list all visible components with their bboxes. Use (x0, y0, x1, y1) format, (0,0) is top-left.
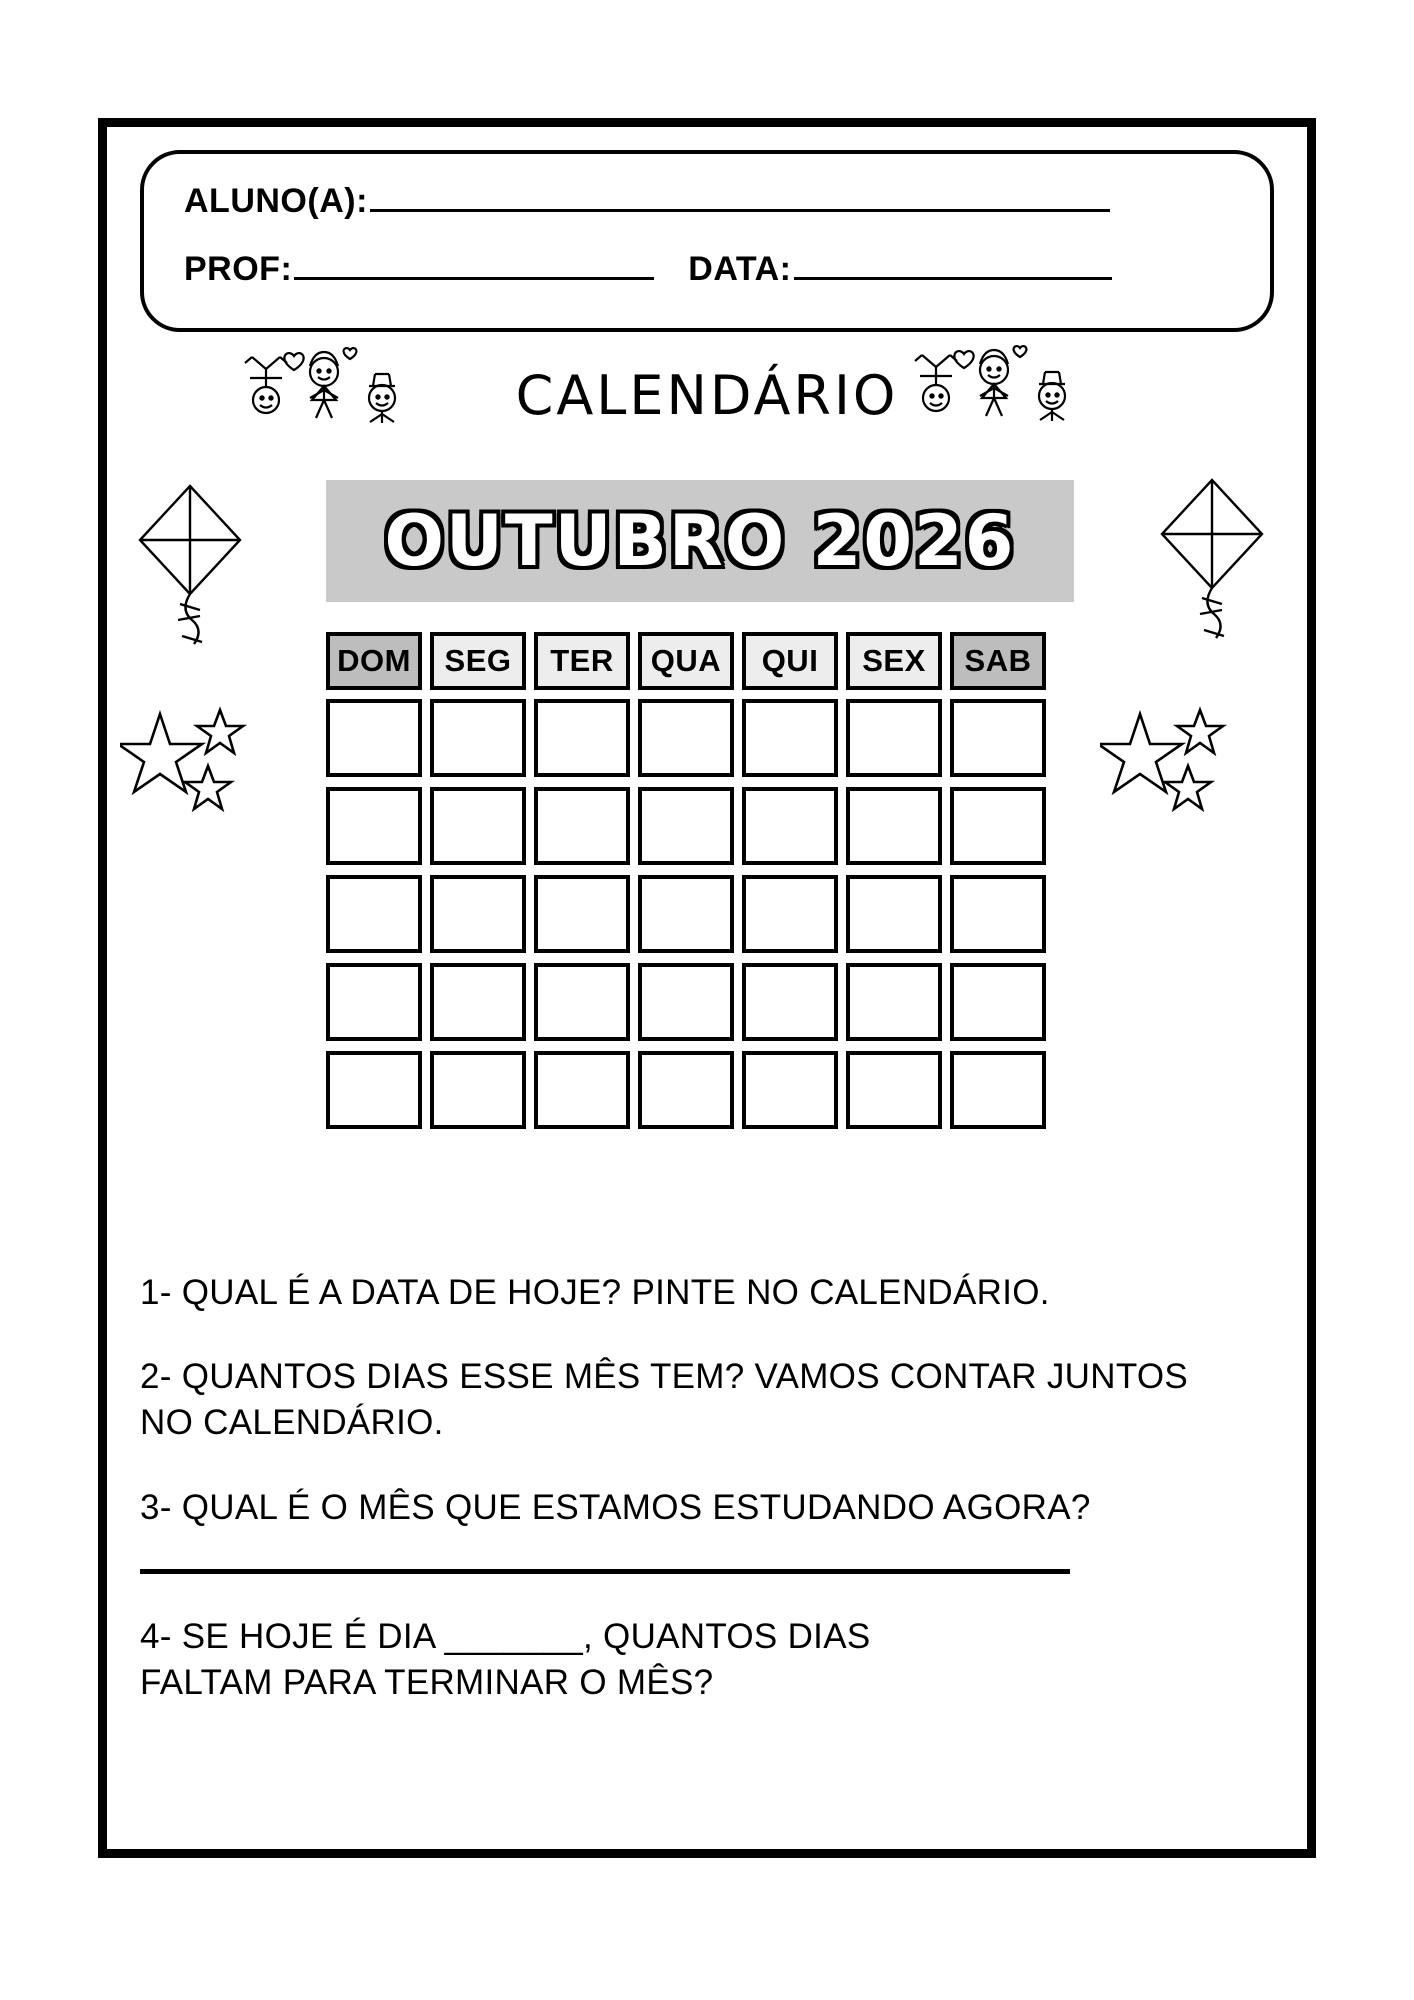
weekday-sab: SAB (950, 632, 1046, 690)
weekday-header-row (326, 632, 1078, 690)
calendar-grid (326, 632, 1078, 1139)
calendar-day-cell[interactable] (846, 1051, 942, 1129)
calendar-day-cell[interactable] (326, 787, 422, 865)
aluno-field-row (184, 182, 1110, 221)
aluno-label: ALUNO(A): (184, 182, 368, 220)
calendar-day-cell[interactable] (326, 963, 422, 1041)
calendar-week-row (326, 787, 1078, 865)
prof-input-line[interactable] (294, 251, 654, 280)
calendar-day-cell[interactable] (326, 1051, 422, 1129)
calendar-day-cell[interactable] (638, 963, 734, 1041)
calendar-weeks (326, 699, 1078, 1129)
calendar-day-cell[interactable] (638, 699, 734, 777)
calendar-day-cell[interactable] (534, 875, 630, 953)
kite-icon (1150, 472, 1280, 647)
question-4: 4- SE HOJE É DIA _______, QUANTOS DIAS FALTAM PARA TERMINAR O MÊS? (140, 1616, 871, 1702)
calendar-day-cell[interactable] (846, 699, 942, 777)
calendar-day-cell[interactable] (950, 1051, 1046, 1129)
weekday-sex: SEX (846, 632, 942, 690)
calendar-day-cell[interactable] (326, 699, 422, 777)
calendar-day-cell[interactable] (534, 699, 630, 777)
weekday-qui: QUI (742, 632, 838, 690)
question-1: 1- QUAL É A DATA DE HOJE? PINTE NO CALENDÁRIO. (140, 1273, 1050, 1312)
calendar-day-cell[interactable] (950, 699, 1046, 777)
calendar-week-row (326, 699, 1078, 777)
calendar-day-cell[interactable] (950, 787, 1046, 865)
calendar-day-cell[interactable] (534, 1051, 630, 1129)
data-label: DATA: (688, 250, 792, 288)
calendar-day-cell[interactable] (638, 1051, 734, 1129)
calendar-day-cell[interactable] (846, 963, 942, 1041)
page-title-wrap (140, 340, 1274, 450)
question-2: 2- QUANTOS DIAS ESSE MÊS TEM? VAMOS CONTAR JUNTOS NO CALENDÁRIO. (140, 1357, 1189, 1443)
calendar-day-cell[interactable] (742, 699, 838, 777)
stars-icon (120, 700, 260, 835)
calendar-day-cell[interactable] (950, 875, 1046, 953)
calendar-day-cell[interactable] (742, 1051, 838, 1129)
month-title: OUTUBRO 2026 (384, 500, 1016, 582)
calendar-day-cell[interactable] (534, 787, 630, 865)
calendar-day-cell[interactable] (742, 875, 838, 953)
calendar-day-cell[interactable] (430, 1051, 526, 1129)
calendar-day-cell[interactable] (742, 963, 838, 1041)
calendar-day-cell[interactable] (326, 875, 422, 953)
calendar-day-cell[interactable] (950, 963, 1046, 1041)
calendar-day-cell[interactable] (638, 875, 734, 953)
kite-icon (128, 478, 258, 653)
data-input-line[interactable] (794, 251, 1112, 280)
answer-line-3[interactable] (140, 1555, 1070, 1574)
calendar-week-row (326, 1051, 1078, 1129)
student-info-box (140, 150, 1274, 332)
calendar-day-cell[interactable] (846, 875, 942, 953)
month-banner (326, 480, 1074, 602)
weekday-seg: SEG (430, 632, 526, 690)
page-title: CALENDÁRIO (515, 363, 899, 427)
stars-icon (1100, 700, 1240, 835)
question-3: 3- QUAL É O MÊS QUE ESTAMOS ESTUDANDO AGORA? (140, 1487, 1091, 1527)
prof-label: PROF: (184, 250, 293, 288)
calendar-day-cell[interactable] (430, 875, 526, 953)
weekday-ter: TER (534, 632, 630, 690)
calendar-day-cell[interactable] (742, 787, 838, 865)
aluno-input-line[interactable] (370, 183, 1110, 212)
calendar-week-row (326, 963, 1078, 1041)
calendar-day-cell[interactable] (534, 963, 630, 1041)
calendar-week-row (326, 875, 1078, 953)
calendar-day-cell[interactable] (430, 699, 526, 777)
calendar-day-cell[interactable] (430, 787, 526, 865)
calendar-day-cell[interactable] (430, 963, 526, 1041)
calendar-day-cell[interactable] (846, 787, 942, 865)
prof-field-row (184, 250, 1112, 289)
calendar-day-cell[interactable] (638, 787, 734, 865)
questions-section (140, 1270, 1240, 1744)
weekday-dom: DOM (326, 632, 422, 690)
weekday-qua: QUA (638, 632, 734, 690)
